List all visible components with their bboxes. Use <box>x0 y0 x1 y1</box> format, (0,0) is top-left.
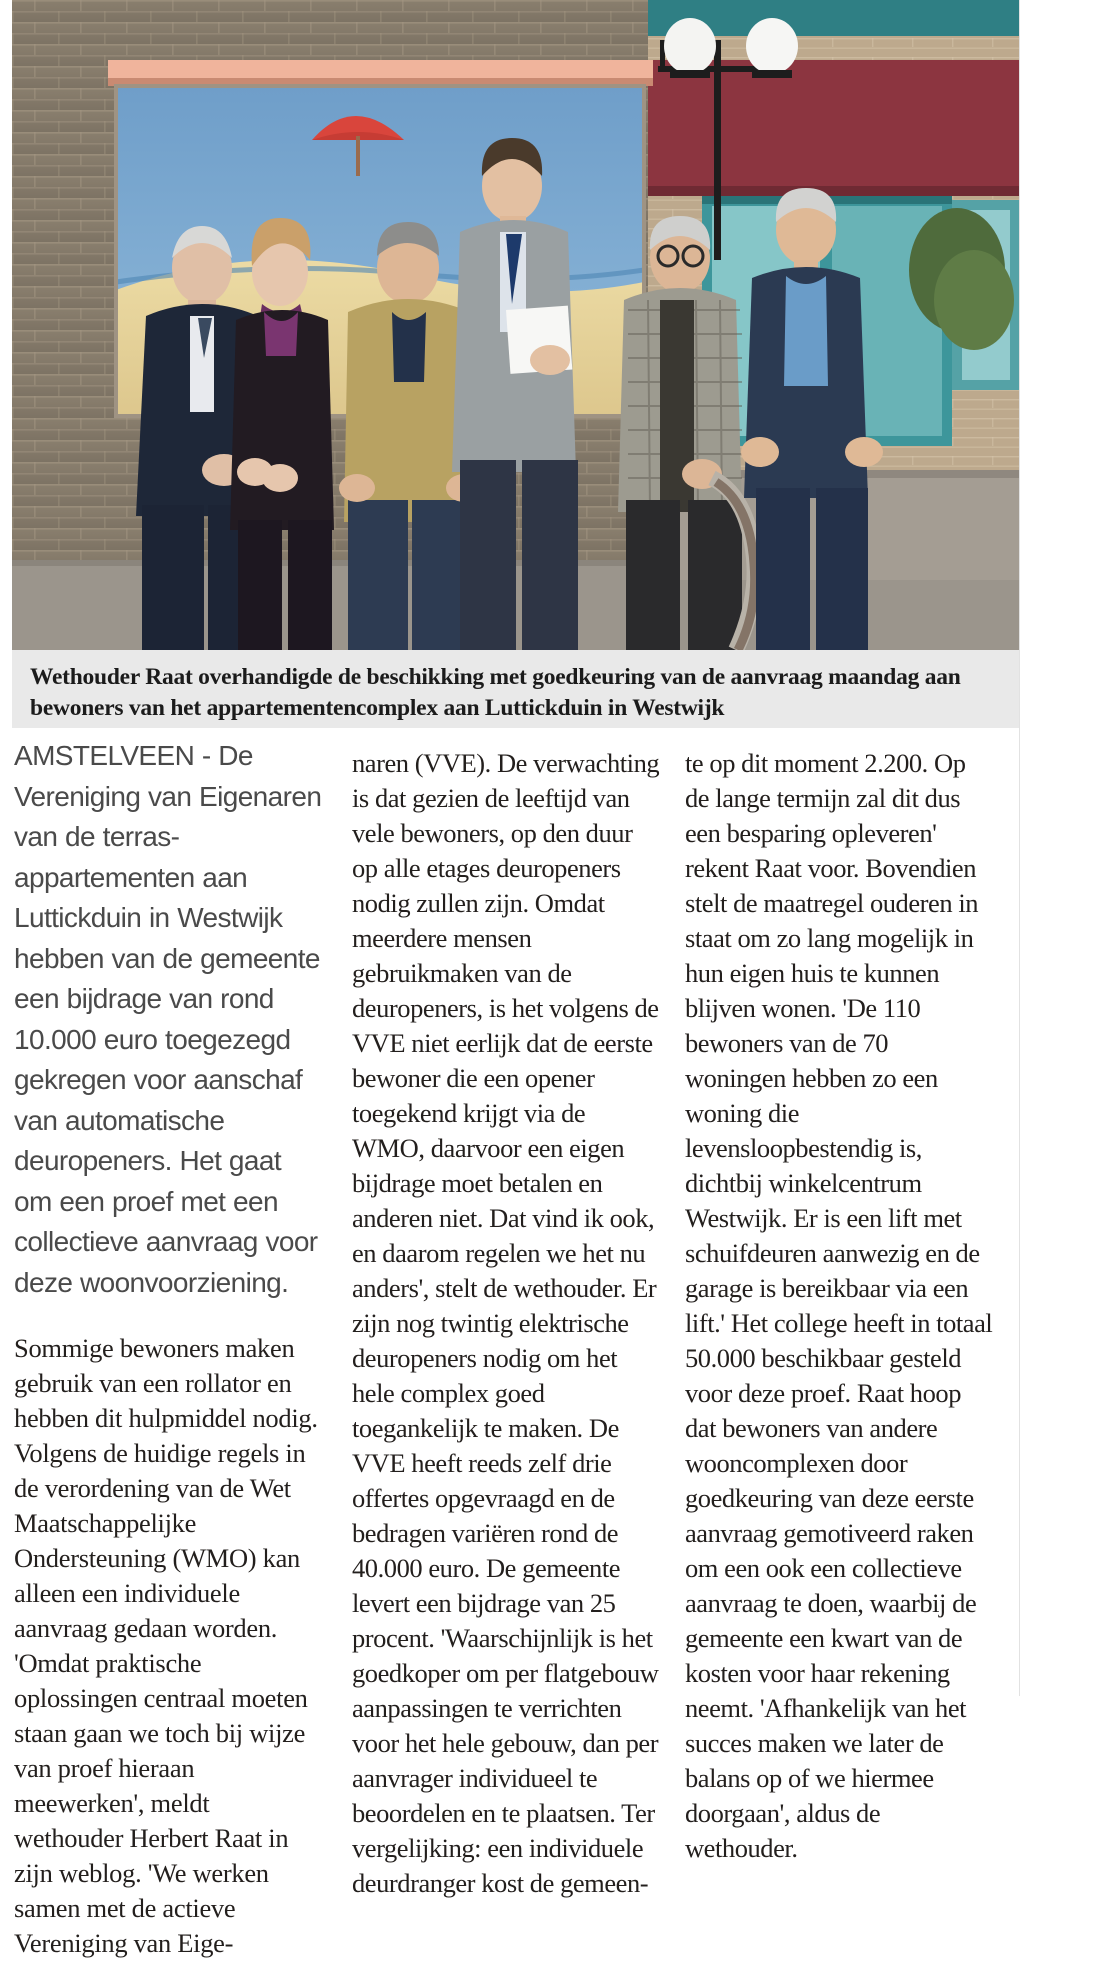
article-column-3 <box>685 736 995 1866</box>
photo-caption-bar <box>12 650 1020 728</box>
article-photo <box>12 0 1020 650</box>
article-body-column-3: te op dit moment 2.200. Op de lange termijn zal dit dus een besparing opleveren' rekent Raat voor. Bovendien stelt de maatregel ouderen in staat om zo lang mogelijk in hun eigen huis te kunnen blijven wonen. 'De 110 bewoners van de 70 woningen hebben zo een woning die levensloopbestendig is, dichtbij winkelcentrum Westwijk. Er is een lift met schuifdeuren aanwezig en de garage is bereikbaar via een lift.' Het college heeft in totaal 50.000 beschikbaar gesteld voor deze proef. Raat hoop dat bewoners van andere wooncomplexen door goedkeuring van deze eerste aanvraag gemotiveerd raken om een ook een collectieve aanvraag te doen, waarbij de gemeente een kwart van de kosten voor haar rekening neemt. 'Afhankelijk van het succes maken we later de balans op of we hiermee doorgaan', aldus de wethouder. <box>685 748 993 1863</box>
article-column-2 <box>352 736 662 1901</box>
article-lead-paragraph: AMSTELVEEN - De Vereniging van Eigenaren van de terras-appartementen aan Luttickduin in Westwijk hebben van de gemeente een bijdrage van rond 10.000 euro toegezegd gekregen voor aanschaf van automatische deuropeners. Het gaat om een proef met een collectieve aanvraag voor deze woonvoorziening. <box>14 740 322 1298</box>
article-column-1 <box>14 736 324 1961</box>
photo-caption: Wethouder Raat overhandigde de beschikking met goedkeuring van de aanvraag maandag aan bewoners van het appartementencomplex aan Luttickduin in Westwijk <box>30 664 961 721</box>
article-body-column-1: Sommige bewoners maken gebruik van een rollator en hebben dit hulpmiddel nodig. Volgens de huidige regels in de verordening van de Wet Maatschappelijke Ondersteuning (WMO) kan alleen een individuele aanvraag gedaan worden. 'Omdat praktische oplossingen centraal moeten staan gaan we toch bij wijze van proef hieraan meewerken', meldt wethouder Herbert Raat in zijn weblog. 'We werken samen met de actieve Vereniging van Eige- <box>14 1333 318 1958</box>
article-clipping <box>12 0 1020 1958</box>
article-columns <box>12 736 1020 1958</box>
article-body-column-2: naren (VVE). De verwachting is dat gezien de leeftijd van vele bewoners, op den duur op alle etages deuropeners nodig zullen zijn. Omdat meerdere mensen gebruikmaken van de deuropeners, is het volgens de VVE niet eerlijk dat de eerste bewoner die een opener toegekend krijgt via de WMO, daarvoor een eigen bijdrage moet betalen en anderen niet. Dat vind ik ook, en daarom regelen we het nu anders', stelt de wethouder. Er zijn nog twintig elektrische deuropeners nodig om het hele complex goed toegankelijk te maken. De VVE heeft reeds zelf drie offertes opgevraagd en de bedragen variëren rond de 40.000 euro. De gemeente levert een bijdrage van 25 procent. 'Waarschijnlijk is het goedkoper om per flatgebouw aanpassingen te verrichten voor het hele gebouw, dan per aanvrager individueel te beoordelen en te plaatsen. Ter vergelijking: een individuele deurdranger kost de gemeen- <box>352 748 660 1898</box>
page-right-margin <box>1019 0 1113 1696</box>
photo-illustration <box>12 0 1020 650</box>
